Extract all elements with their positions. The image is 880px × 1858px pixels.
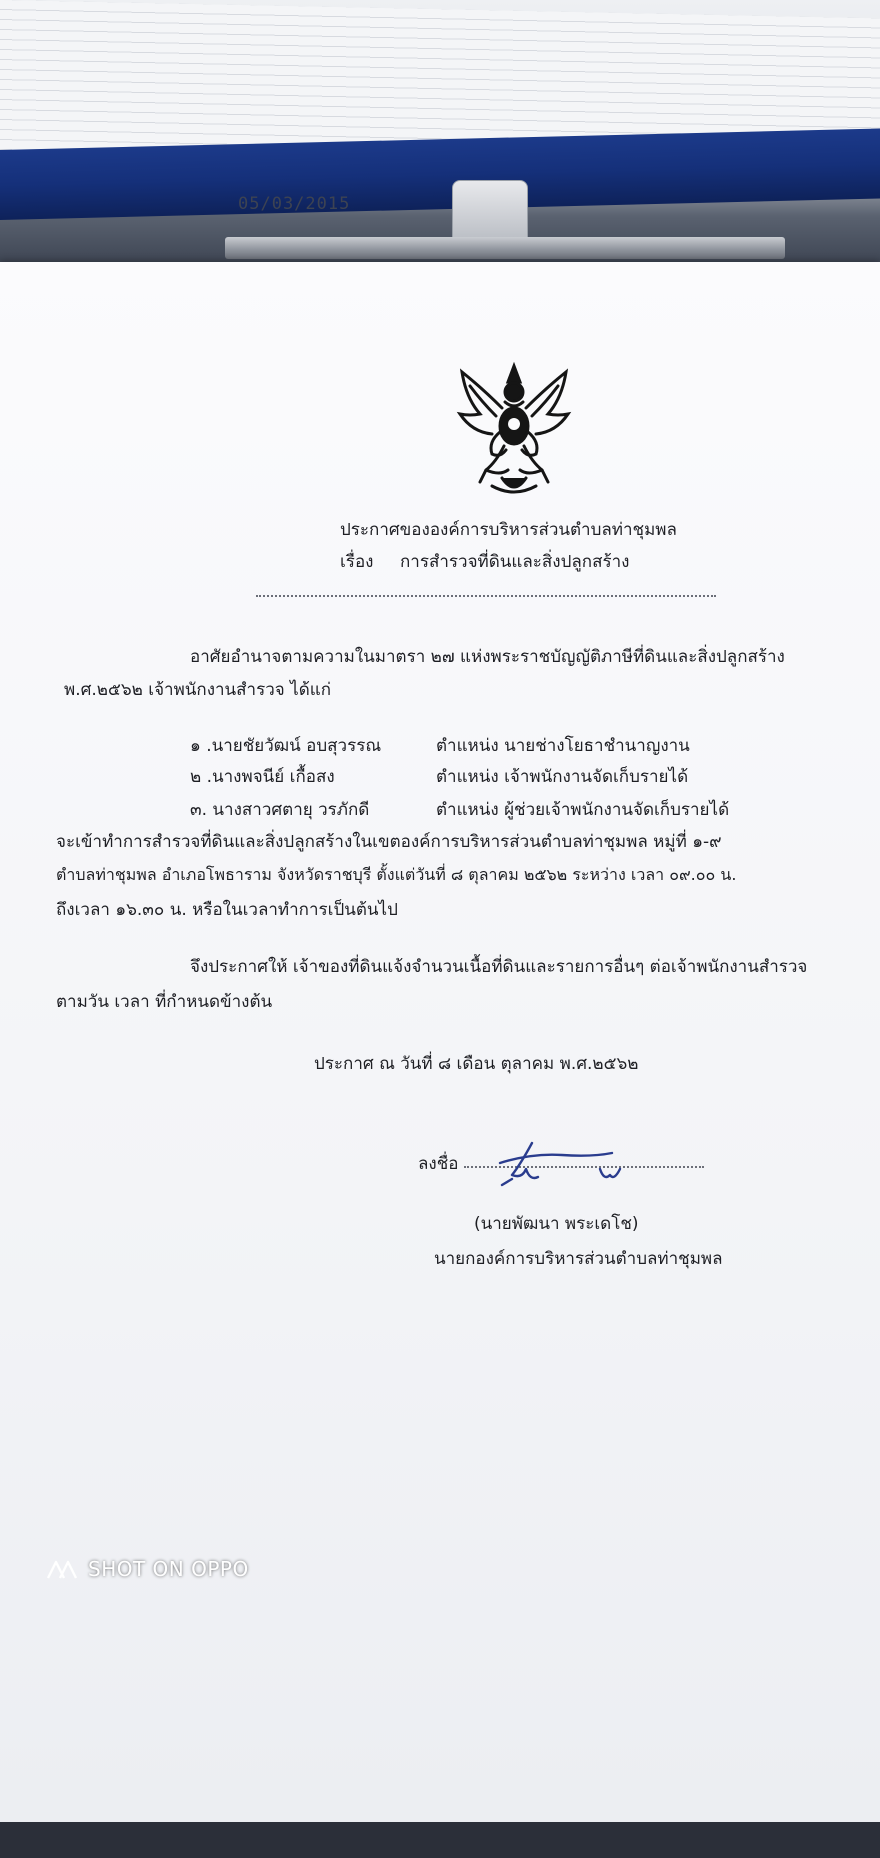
officer-3-position: ตำแหน่ง ผู้ช่วยเจ้าพนักงานจัดเก็บรายได้	[436, 800, 730, 820]
paragraph-3-line-1: จึงประกาศให้ เจ้าของที่ดินแจ้งจำนวนเนื้อที่ดินและรายการอื่นๆ ต่อเจ้าพนักงานสำรวจ	[190, 957, 808, 977]
officer-2-name: ๒ .นางพจนีย์ เกื้อสง	[190, 767, 335, 787]
paragraph-2-line-2: ตำบลท่าชุมพล อำเภอโพธาราม จังหวัดราชบุรี ตั้งแต่วันที่ ๘ ตุลาคม ๒๕๖๒ ระหว่าง เวลา ๐๙.๐๐ น.	[56, 865, 737, 884]
officer-1-name: ๑ .นายชัยวัฒน์ อบสุวรรณ	[190, 736, 382, 756]
paragraph-1-line-2: พ.ศ.๒๕๖๒ เจ้าพนักงานสำรวจ ได้แก่	[64, 680, 331, 700]
paragraph-1-line-1: อาศัยอำนาจตามความในมาตรา ๒๗ แห่งพระราชบัญญัติภาษีที่ดินและสิ่งปลูกสร้าง	[190, 647, 785, 667]
header-line: ประกาศขององค์การบริหารส่วนตำบลท่าชุมพล	[340, 520, 677, 540]
signer-name: (นายพัฒนา พระเดโช)	[474, 1214, 639, 1234]
stamp-date: 05/03/2015	[238, 194, 351, 214]
signature-label: ลงชื่อ	[418, 1154, 459, 1174]
background-scene	[0, 0, 880, 270]
announcement-date: ประกาศ ณ วันที่ ๘ เดือน ตุลาคม พ.ศ.๒๕๖๒	[314, 1054, 639, 1074]
officer-1-position: ตำแหน่ง นายช่างโยธาชำนาญงาน	[436, 736, 690, 756]
watermark-text: SHOT ON OPPO	[88, 1557, 249, 1581]
paragraph-3-line-2: ตามวัน เวลา ที่กำหนดข้างต้น	[56, 992, 273, 1012]
binder-clip	[452, 180, 528, 244]
dark-edge	[0, 1822, 880, 1858]
camera-watermark	[46, 1557, 249, 1581]
handwritten-signature	[492, 1135, 642, 1195]
binder-bar	[225, 237, 785, 259]
garuda-emblem-icon	[452, 358, 576, 500]
paragraph-2-line-1: จะเข้าทำการสำรวจที่ดินและสิ่งปลูกสร้างในเขตองค์การบริหารส่วนตำบลท่าชุมพล หมู่ที่ ๑-๙	[56, 832, 722, 852]
subject-text: การสำรวจที่ดินและสิ่งปลูกสร้าง	[400, 552, 630, 572]
oppo-ai-icon	[46, 1558, 80, 1580]
signer-title: นายกองค์การบริหารส่วนตำบลท่าชุมพล	[434, 1249, 723, 1269]
officer-2-position: ตำแหน่ง เจ้าพนักงานจัดเก็บรายได้	[436, 767, 689, 787]
header-divider	[256, 595, 716, 597]
document-sheet	[0, 262, 880, 1822]
officer-3-name: ๓. นางสาวศตายุ วรภักดี	[190, 800, 370, 820]
subject-label: เรื่อง	[340, 552, 374, 572]
paragraph-2-line-3: ถึงเวลา ๑๖.๓๐ น. หรือในเวลาทำการเป็นต้นไป	[56, 900, 398, 920]
